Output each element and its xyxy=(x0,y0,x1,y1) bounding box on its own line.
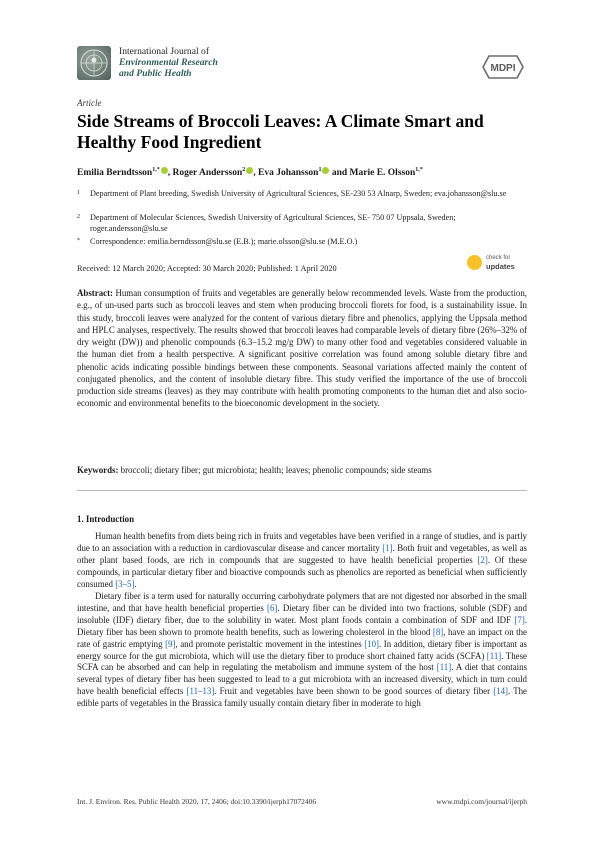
orcid-icon[interactable] xyxy=(322,167,329,174)
orcid-icon[interactable] xyxy=(246,167,253,174)
citation-link[interactable]: [7] xyxy=(514,614,525,625)
citation-link[interactable]: [10] xyxy=(364,638,379,649)
publisher-name: MDPI xyxy=(490,63,516,74)
paragraph-text: . Of these compounds, in particular dietary fiber and bioactive compounds such as phenolics are reported as beneficial when sufficiently consumed xyxy=(77,554,527,589)
journal-name xyxy=(119,46,319,79)
author-affil-mark: 1,* xyxy=(415,167,423,173)
mdpi-logo-icon xyxy=(481,52,525,82)
article-type: Article xyxy=(77,98,102,108)
citation-link[interactable]: [2] xyxy=(477,554,488,565)
abstract xyxy=(77,287,527,410)
abstract-label: Abstract: xyxy=(77,288,113,298)
author-affil-mark: 1,* xyxy=(152,167,160,173)
affiliation-text: Department of Plant breeding, Swedish University of Agricultural Sciences, SE-230 53 Alnarp, Sweden; eva.johansson@slu.se xyxy=(90,189,507,198)
affiliation xyxy=(77,212,517,234)
journal-name-line3: and Public Health xyxy=(119,68,192,79)
affiliation-mark: 2 xyxy=(77,214,80,220)
paragraph-text: . Fruit and vegetables have been shown to be good sources of dietary fiber xyxy=(214,686,494,697)
publication-dates: Received: 12 March 2020; Accepted: 30 March 2020; Published: 1 April 2020 xyxy=(77,264,337,273)
introduction-body xyxy=(77,531,527,710)
orcid-icon[interactable] xyxy=(161,167,168,174)
journal-logo-icon xyxy=(77,46,111,80)
footer-url[interactable]: www.mdpi.com/journal/ijerph xyxy=(436,797,527,806)
citation-link[interactable]: [9] xyxy=(165,638,176,649)
keywords-text: broccoli; dietary fiber; gut microbiota; health; leaves; phenolic compounds; side steams xyxy=(120,465,432,475)
keywords xyxy=(77,464,527,476)
section-divider xyxy=(77,490,527,491)
correspondence-text: Correspondence: emilia.berndtsson@slu.se (E.B.); marie.olsson@slu.se (M.E.O.) xyxy=(90,237,358,246)
author-name[interactable]: Roger Andersson xyxy=(172,168,243,179)
paragraph-text: . Dietary fiber can be divided into two fractions, soluble (SDF) and insoluble (IDF) dietary fiber, due to the solubility in water. Most plant foods contain a combination of SDF and IDF xyxy=(77,602,527,625)
check-updates-line2: updates xyxy=(486,262,515,271)
footer-citation: Int. J. Environ. Res. Public Health 2020, 17, 2406; doi:10.3390/ijerph17072406 xyxy=(77,797,317,806)
citation-link[interactable]: [14] xyxy=(493,686,508,697)
intro-paragraph xyxy=(77,531,527,591)
citation-link[interactable]: [11] xyxy=(486,650,502,661)
paragraph-text: . xyxy=(134,578,137,589)
paragraph-text: , and promote peristaltic movement in the intestines xyxy=(175,638,365,649)
citation-link[interactable]: [3–5] xyxy=(115,578,135,589)
check-updates-line1: check for xyxy=(486,255,511,261)
journal-header xyxy=(77,44,527,88)
author-name[interactable]: Emilia Berndtsson xyxy=(77,168,153,179)
paragraph-text: . In addition, dietary fiber is important as energy source for the gut microbiota, which will use the dietary fiber to produce short chained fatty acids (SCFA) xyxy=(77,638,527,661)
paragraph-text: , have an impact on the rate of gastric emptying xyxy=(77,626,527,649)
author-list: Emilia Berndtsson$^{1,*}$ , Roger Andersson$^2$ , Eva Johansson$^1$ and Marie E. Olsson$^{1,*}$ xyxy=(77,167,423,179)
keywords-label: Keywords: xyxy=(77,465,119,475)
paragraph-text: . The edible parts of vegetables in the Brassica family usually contain dietary fiber in moderate to high xyxy=(77,686,527,709)
citation-link[interactable]: [11] xyxy=(436,662,452,673)
citation-link[interactable]: [6] xyxy=(267,602,278,613)
abstract-text: Human consumption of fruits and vegetables are generally below recommended levels. Waste from the production, e.g., of un-used parts such as broccoli leaves and stem when producing broccoli florets for food, is a sustainability issue. In this study, broccoli leaves were analyzed for the content of various dietary fibre and phenolics, applying the Uppsala method and HPLC analyses, respectively. The results showed that broccoli leaves had comparable levels of dietary fibre (26%–32% of dry weight (DW)) and phenolic compounds (6.3–15.2 mg/g DW) to many other food and vegetables considered valuable in the human diet from a health perspective. A significant positive correlation was found among soluble dietary fibre and phenolic acids indicating possible bindings between these components. Seasonal variations affected mainly the content of conjugated phenolics, and the content of insoluble dietary fibre. This study verified the importance of the use of broccoli production side streams (leaves) as they may contribute with health promoting components to the human diet and also socio-economic and environmental benefits to the bioeconomic development in the society. xyxy=(77,288,528,409)
journal-name-line2: Environmental Research xyxy=(119,57,218,68)
paragraph-text: Human health benefits from diets being rich in fruits and vegetables have been verified in a range of studies, and is partly due to an association with a reduction in cardiovascular disease and cancer mortality xyxy=(77,531,527,553)
paragraph-text: . Both fruit and vegetables, as well as other plant based foods, are rich in compounds that are suggested to have health beneficial properties xyxy=(77,542,527,565)
affiliation-mark: 1 xyxy=(77,190,80,196)
correspondence xyxy=(77,236,517,247)
affiliation-text: Department of Molecular Sciences, Swedish University of Agricultural Sciences, SE- 750 07 Uppsala, Sweden; roger.andersson@slu.se xyxy=(90,213,456,233)
author-affil-mark: 1 xyxy=(318,167,322,173)
paragraph-text: . Dietary fiber has been shown to promote health benefits, such as lowering cholesterol in the blood xyxy=(77,614,527,637)
author-name[interactable]: Marie E. Olsson xyxy=(349,168,416,179)
author-affil-mark: 2 xyxy=(242,167,246,173)
author-name[interactable]: Eva Johansson xyxy=(258,168,319,179)
affiliation xyxy=(77,188,517,199)
paragraph-text: Dietary fiber is a term used for naturally occurring carbohydrate polymers that are not digested nor absorbed in the small intestine, and that have health beneficial properties xyxy=(77,590,527,613)
author-connector: and xyxy=(331,168,348,179)
journal-name-line1: International Journal of xyxy=(119,46,210,57)
paragraph-text: . A diet that contains several types of dietary fiber has been suggested to lead to a gut microbiota with an increased diversity, which in turn could have health beneficial effects xyxy=(77,662,527,697)
affiliation-mark: * xyxy=(77,238,80,244)
citation-link[interactable]: [8] xyxy=(432,626,444,637)
paragraph-text: . These SCFA can be absorbed and can help in regulating the metabolism and immune system of the host xyxy=(77,650,527,673)
citation-link[interactable]: [1] xyxy=(382,542,393,553)
section-title: 1. Introduction xyxy=(77,514,135,524)
check-updates-icon xyxy=(467,255,482,270)
article-title: Side Streams of Broccoli Leaves: A Climate Smart and Healthy Food Ingredient xyxy=(77,111,484,152)
citation-link[interactable]: [11–13] xyxy=(186,686,215,697)
check-for-updates-button[interactable] xyxy=(467,253,527,273)
intro-paragraph xyxy=(77,591,527,711)
